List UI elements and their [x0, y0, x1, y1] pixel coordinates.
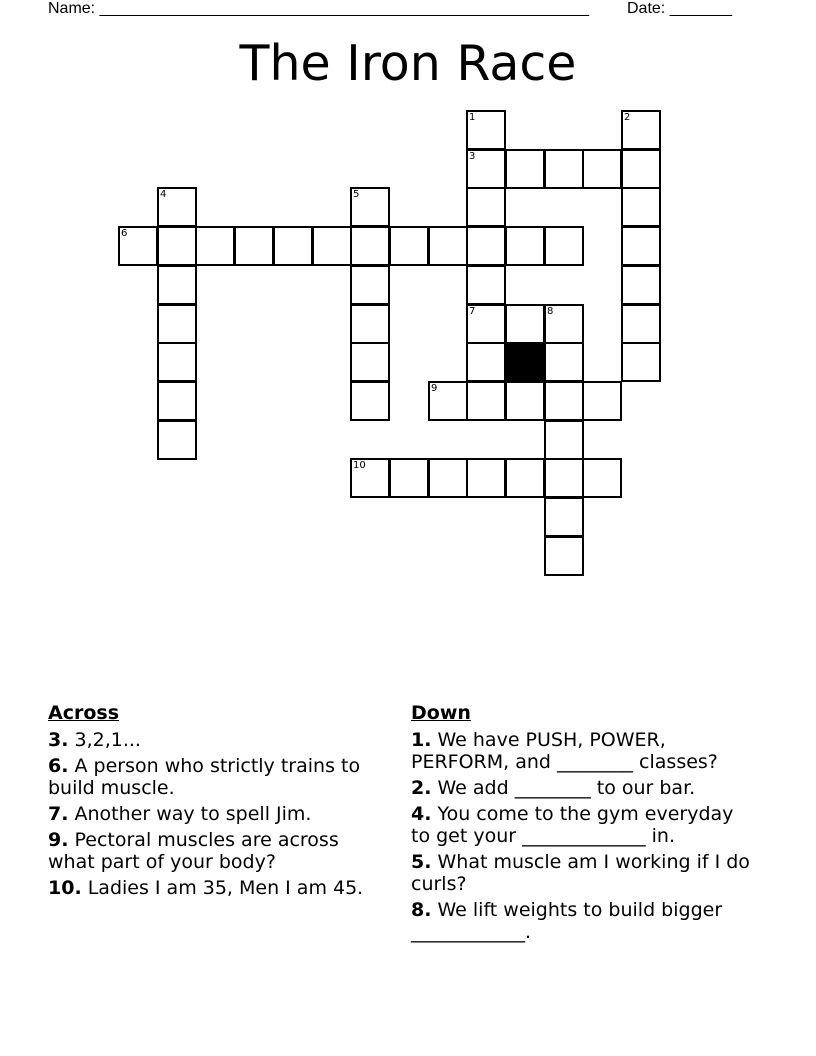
grid-cell[interactable]: [157, 187, 197, 227]
across-clue-3: [48, 729, 388, 751]
grid-cell[interactable]: [621, 110, 661, 150]
grid-cell[interactable]: [350, 187, 390, 227]
grid-cell[interactable]: [312, 226, 352, 266]
grid-cell[interactable]: [621, 149, 661, 189]
clue-text: Pectoral muscles are across what part of your body?: [48, 829, 339, 873]
grid-cell[interactable]: [428, 458, 468, 498]
clue-text: What muscle am I working if I do curls?: [411, 851, 750, 895]
date-field-label[interactable]: Date: _______: [627, 0, 732, 17]
grid-cell[interactable]: [544, 420, 584, 460]
name-field-label[interactable]: Name: _______________________________________________________: [48, 0, 589, 17]
grid-cell[interactable]: [544, 226, 584, 266]
grid-cell[interactable]: [350, 304, 390, 344]
puzzle-title: The Iron Race: [239, 35, 577, 92]
grid-cell[interactable]: [350, 342, 390, 382]
clue-number: 9.: [48, 829, 69, 851]
grid-cell[interactable]: [350, 265, 390, 305]
clue-number: 6.: [48, 755, 69, 777]
grid-cell[interactable]: [621, 187, 661, 227]
grid-cell[interactable]: [273, 226, 313, 266]
down-clues: [411, 701, 756, 947]
clue-number: 10.: [48, 877, 82, 899]
across-heading: Across: [48, 702, 120, 724]
clue-text: We add ________ to our bar.: [431, 777, 696, 799]
grid-cell[interactable]: [350, 226, 390, 266]
grid-cell[interactable]: [157, 381, 197, 421]
grid-cell[interactable]: [428, 381, 468, 421]
grid-cell[interactable]: [118, 226, 158, 266]
across-clues: [48, 701, 388, 903]
grid-cell[interactable]: [157, 342, 197, 382]
down-clue-1: [411, 729, 756, 773]
grid-cell[interactable]: [621, 304, 661, 344]
clue-number: 2.: [411, 777, 432, 799]
grid-cell[interactable]: [621, 342, 661, 382]
grid-cell[interactable]: [505, 149, 545, 189]
grid-cell[interactable]: [350, 458, 390, 498]
grid-cell[interactable]: [466, 304, 506, 344]
clue-text: Ladies I am 35, Men I am 45.: [81, 877, 364, 899]
down-heading: Down: [411, 702, 471, 724]
grid-cell[interactable]: [466, 458, 506, 498]
grid-cell[interactable]: [389, 226, 429, 266]
clue-text: A person who strictly trains to build muscle.: [48, 755, 361, 799]
clue-text: Another way to spell Jim.: [68, 803, 312, 825]
clue-text: 3,2,1...: [68, 729, 141, 751]
grid-cell[interactable]: [544, 304, 584, 344]
black-cell: [505, 342, 545, 382]
cell-number: 10: [353, 460, 366, 471]
grid-cell[interactable]: [621, 226, 661, 266]
grid-cell[interactable]: [195, 226, 235, 266]
cell-number: 3: [469, 151, 476, 162]
cell-number: 4: [160, 189, 167, 200]
down-clue-5: [411, 851, 756, 895]
grid-cell[interactable]: [544, 536, 584, 576]
clue-number: 1.: [411, 729, 432, 751]
grid-cell[interactable]: [544, 149, 584, 189]
grid-cell[interactable]: [544, 458, 584, 498]
grid-cell[interactable]: [621, 265, 661, 305]
grid-cell[interactable]: [389, 458, 429, 498]
grid-cell[interactable]: [582, 381, 622, 421]
grid-cell[interactable]: [466, 265, 506, 305]
grid-cell[interactable]: [544, 497, 584, 537]
grid-cell[interactable]: [157, 304, 197, 344]
clue-text: We have PUSH, POWER, PERFORM, and ________ classes?: [411, 729, 718, 773]
down-clue-2: [411, 777, 756, 799]
cell-number: 9: [431, 383, 438, 394]
grid-cell[interactable]: [466, 149, 506, 189]
header-row: [0, 0, 816, 20]
clue-number: 7.: [48, 803, 69, 825]
grid-cell[interactable]: [505, 226, 545, 266]
clue-text: You come to the gym everyday to get your _____________ in.: [411, 803, 734, 847]
grid-cell[interactable]: [466, 381, 506, 421]
cell-number: 2: [624, 112, 631, 123]
across-clue-10: [48, 877, 388, 899]
grid-cell[interactable]: [466, 110, 506, 150]
grid-cell[interactable]: [157, 226, 197, 266]
grid-cell[interactable]: [582, 458, 622, 498]
grid-cell[interactable]: [350, 381, 390, 421]
cell-number: 7: [469, 306, 476, 317]
cell-number: 5: [353, 189, 360, 200]
grid-cell[interactable]: [157, 420, 197, 460]
grid-cell[interactable]: [544, 342, 584, 382]
clue-number: 5.: [411, 851, 432, 873]
down-clue-4: [411, 803, 756, 847]
cell-number: 8: [547, 306, 554, 317]
down-clue-8: [411, 899, 756, 943]
across-clue-7: [48, 803, 388, 825]
cell-number: 6: [121, 228, 128, 239]
clue-number: 4.: [411, 803, 432, 825]
grid-cell[interactable]: [466, 342, 506, 382]
across-clue-9: [48, 829, 388, 873]
grid-cell[interactable]: [505, 458, 545, 498]
grid-cell[interactable]: [234, 226, 274, 266]
grid-cell[interactable]: [466, 187, 506, 227]
grid-cell[interactable]: [157, 265, 197, 305]
clue-number: 3.: [48, 729, 69, 751]
grid-cell[interactable]: [505, 304, 545, 344]
clue-text: We lift weights to build bigger ____________.: [411, 899, 723, 943]
grid-cell[interactable]: [466, 226, 506, 266]
grid-cell[interactable]: [544, 381, 584, 421]
cell-number: 1: [469, 112, 476, 123]
grid-cell[interactable]: [582, 149, 622, 189]
across-clue-6: [48, 755, 388, 799]
grid-cell[interactable]: [428, 226, 468, 266]
clue-number: 8.: [411, 899, 432, 921]
grid-cell[interactable]: [505, 381, 545, 421]
